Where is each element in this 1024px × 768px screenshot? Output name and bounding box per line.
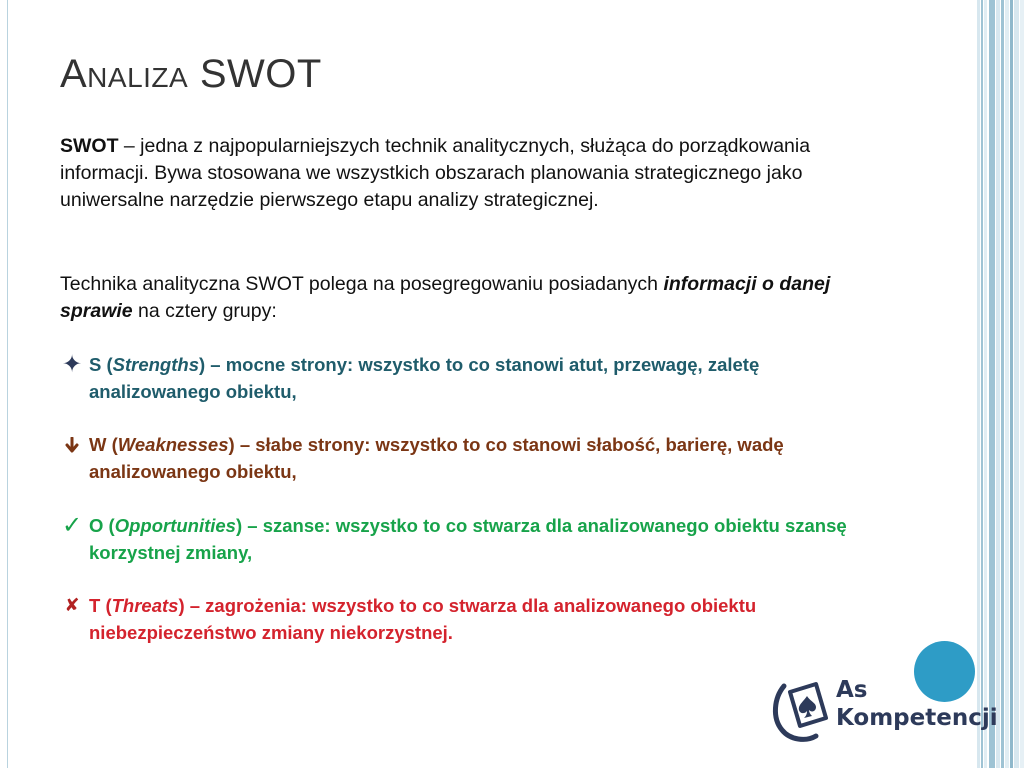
method-text-before: Technika analityczna SWOT polega na posegregowaniu posiadanych (60, 273, 664, 295)
method-emphasis: informacji o danej sprawie (60, 273, 831, 322)
bullet-letter: W ( (89, 434, 118, 455)
down-arrow-svg (65, 437, 79, 453)
slide-title: Analiza SWOT (60, 52, 322, 96)
stripe (989, 0, 995, 768)
logo-line-as: As (836, 677, 868, 703)
bullet-letter: O ( (89, 515, 115, 536)
bullet-description: ) – szanse: wszystko to co stwarza dla analizowanego obiektu szansę korzystnej zmiany, (89, 515, 847, 563)
logo-line-kompetencji: Kompetencji (836, 705, 998, 731)
intro-paragraph (60, 133, 890, 214)
check-mark-icon: ✓ (61, 512, 83, 539)
stripe (1005, 0, 1009, 768)
stripe (1010, 0, 1013, 768)
bullet-letter: S ( (89, 354, 113, 375)
stripe (1001, 0, 1004, 768)
bullet-description: ) – mocne strony: wszystko to co stanowi atut, przewagę, zaletę analizowanego obiektu, (89, 354, 760, 402)
cross-mark-icon: ✘ (64, 595, 80, 615)
as-kompetencji-logo (770, 672, 1000, 752)
down-arrow-icon (60, 431, 84, 461)
stripe (996, 0, 1000, 768)
stripe (981, 0, 983, 768)
bullet-strengths-text (89, 351, 879, 405)
left-frame-line (7, 0, 8, 768)
bullet-opportunities-text (89, 512, 879, 566)
bullet-threats-text (89, 592, 879, 646)
bullet-term: Strengths (112, 354, 199, 375)
bullet-description: ) – słabe strony: wszystko to co stanowi słabość, barierę, wadę analizowanego obiektu, (89, 434, 784, 482)
logo-text (836, 676, 998, 732)
method-paragraph (60, 271, 890, 325)
stripe (984, 0, 987, 768)
bullet-term: Threats (111, 595, 179, 616)
stripe (977, 0, 980, 768)
bullet-weaknesses-text (89, 431, 879, 485)
right-decorative-stripes (977, 0, 1024, 768)
stripe (1014, 0, 1019, 768)
bullet-letter: T ( (89, 595, 112, 616)
bullet-term: Opportunities (114, 515, 236, 536)
bullet-term: Weaknesses (117, 434, 229, 455)
stripe (1020, 0, 1024, 768)
spade-card-emblem-icon (770, 678, 832, 744)
method-text-after: na cztery grupy: (132, 300, 277, 322)
intro-lead-term: SWOT (60, 135, 119, 157)
intro-text: – jedna z najpopularniejszych technik analitycznych, służąca do porządkowania informacji. Bywa stosowana we wszystkich obszarach planowania strategicznego jako uniwersalne narzędzie pierwszego etapu analizy strategicznej. (60, 135, 811, 211)
bullet-description: ) – zagrożenia: wszystko to co stwarza dla analizowanego obiektu niebezpieczeństwo zmiany niekorzystnej. (89, 595, 757, 643)
four-point-star-icon: ✦ (61, 351, 83, 378)
